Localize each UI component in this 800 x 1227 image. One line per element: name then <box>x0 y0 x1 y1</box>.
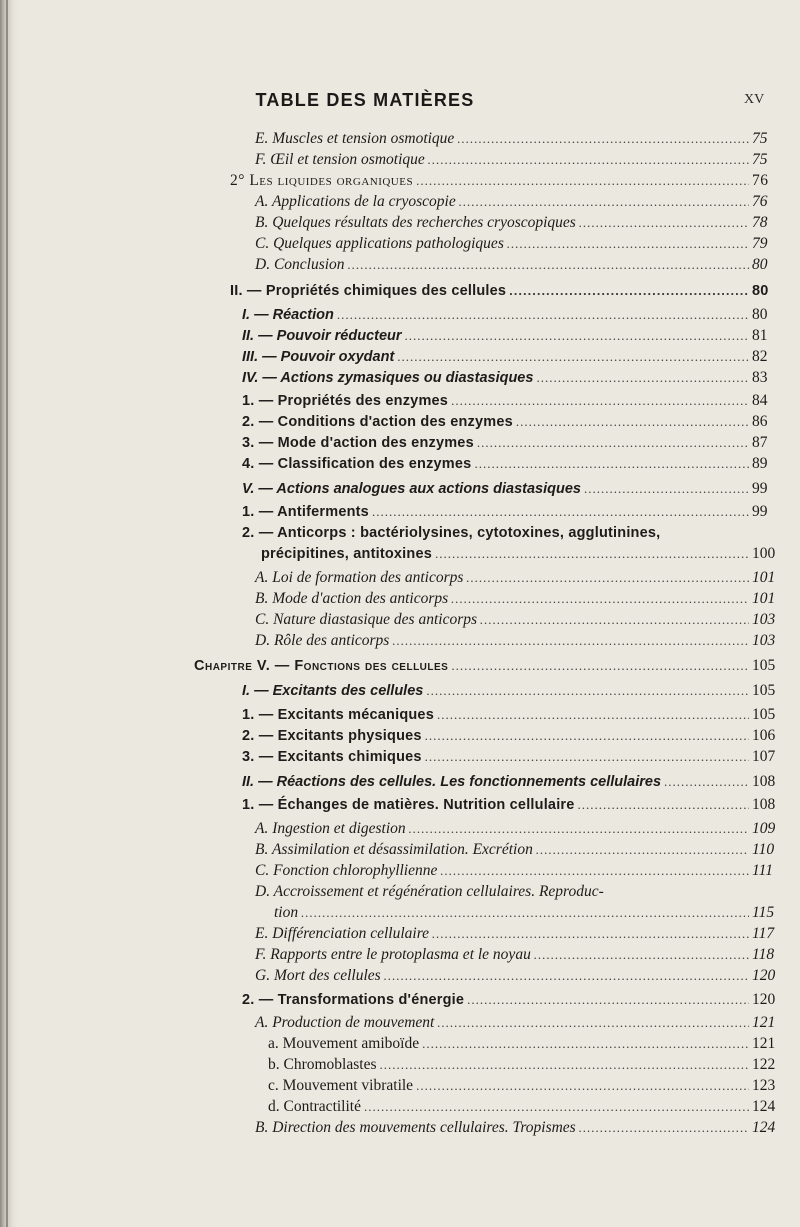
toc-section: II. — Propriétés chimiques des cellules ..... 80 <box>230 280 782 301</box>
toc-entry: II. — Pouvoir réducteur ..... 81 <box>242 325 782 346</box>
toc-entry: A. Loi de formation des anticorps ..... 101 <box>255 567 782 588</box>
toc-entry: d. Contractilité ..... 124 <box>268 1096 782 1117</box>
page-edge <box>0 0 18 1227</box>
toc-entry: E. Différenciation cellulaire ..... 117 <box>255 923 782 944</box>
toc-entry: E. Muscles et tension osmotique ..... 75 <box>255 128 782 149</box>
toc-entry: I. — Excitants des cellules ..... 105 <box>242 680 782 701</box>
toc-entry: 1. — Antiferments ..... 99 <box>242 501 782 522</box>
toc-entry: C. Nature diastasique des anticorps ..... 103 <box>255 609 782 630</box>
toc-entry: IV. — Actions zymasiques ou diastasiques ..... 83 <box>242 367 782 388</box>
toc-entry: 3. — Mode d'action des enzymes ..... 87 <box>242 432 782 453</box>
toc-entry: 1. — Échanges de matières. Nutrition cellulaire ..... 108 <box>242 794 782 815</box>
page-header <box>0 90 800 116</box>
toc-entry-continuation: tion ..... 115 <box>255 902 782 923</box>
toc-entry: F. Œil et tension osmotique ..... 75 <box>255 149 782 170</box>
toc-entry: D. Rôle des anticorps ..... 103 <box>255 630 782 651</box>
toc-entry: II. — Réactions des cellules. Les fonctionnements cellulaires ..... 108 <box>242 771 782 792</box>
toc-entry-continuation: précipitines, antitoxines ..... 100 <box>242 543 782 564</box>
toc-entry: B. Direction des mouvements cellulaires. Tropismes ..... 124 <box>255 1117 782 1138</box>
toc-entry: c. Mouvement vibratile ..... 123 <box>268 1075 782 1096</box>
toc-entry: 2° Les liquides organiques ..... 76 <box>230 170 782 191</box>
toc-entry: 1. — Propriétés des enzymes ..... 84 <box>242 390 782 411</box>
toc-entry: F. Rapports entre le protoplasma et le noyau ..... 118 <box>255 944 782 965</box>
binding-shadow <box>6 0 8 1227</box>
toc-entry: B. Quelques résultats des recherches cryoscopiques ..... 78 <box>255 212 782 233</box>
toc-entry: I. — Réaction ..... 80 <box>242 304 782 325</box>
toc-entry: a. Mouvement amiboïde ..... 121 <box>268 1033 782 1054</box>
toc-entry: D. Conclusion ..... 80 <box>255 254 782 275</box>
page-number: XV <box>744 92 765 107</box>
toc-entry: A. Production de mouvement ..... 121 <box>255 1012 782 1033</box>
toc-entry: 2. — Anticorps : bactériolysines, cytotoxines, agglutinines, <box>242 525 661 541</box>
toc-entry: V. — Actions analogues aux actions diastasiques ..... 99 <box>242 478 782 499</box>
toc-entry: 3. — Excitants chimiques ..... 107 <box>242 746 782 767</box>
toc-entry: A. Ingestion et digestion ..... 109 <box>255 818 782 839</box>
toc-entry: 2. — Transformations d'énergie ..... 120 <box>242 989 782 1010</box>
toc-entry: 4. — Classification des enzymes ..... 89 <box>242 453 782 474</box>
running-title: TABLE DES MATIÈRES <box>255 90 475 110</box>
toc-entry: D. Accroissement et régénération cellulaires. Reproduc- <box>255 883 604 900</box>
toc-entry: G. Mort des cellules ..... 120 <box>255 965 782 986</box>
toc-chapter: Chapitre V. — Fonctions des cellules ..... 105 <box>194 655 782 676</box>
toc-entry: A. Applications de la cryoscopie ..... 76 <box>255 191 782 212</box>
toc-entry: 2. — Excitants physiques ..... 106 <box>242 725 782 746</box>
toc-entry: III. — Pouvoir oxydant ..... 82 <box>242 346 782 367</box>
toc-entry: b. Chromoblastes ..... 122 <box>268 1054 782 1075</box>
toc-entry: 2. — Conditions d'action des enzymes ..... 86 <box>242 411 782 432</box>
toc-entry: 1. — Excitants mécaniques ..... 105 <box>242 704 782 725</box>
toc-entry: C. Quelques applications pathologiques ..... 79 <box>255 233 782 254</box>
toc-entry: C. Fonction chlorophyllienne ..... 111 <box>255 860 782 881</box>
toc-entry: B. Assimilation et désassimilation. Excrétion ..... 110 <box>255 839 782 860</box>
toc-entry: B. Mode d'action des anticorps ..... 101 <box>255 588 782 609</box>
